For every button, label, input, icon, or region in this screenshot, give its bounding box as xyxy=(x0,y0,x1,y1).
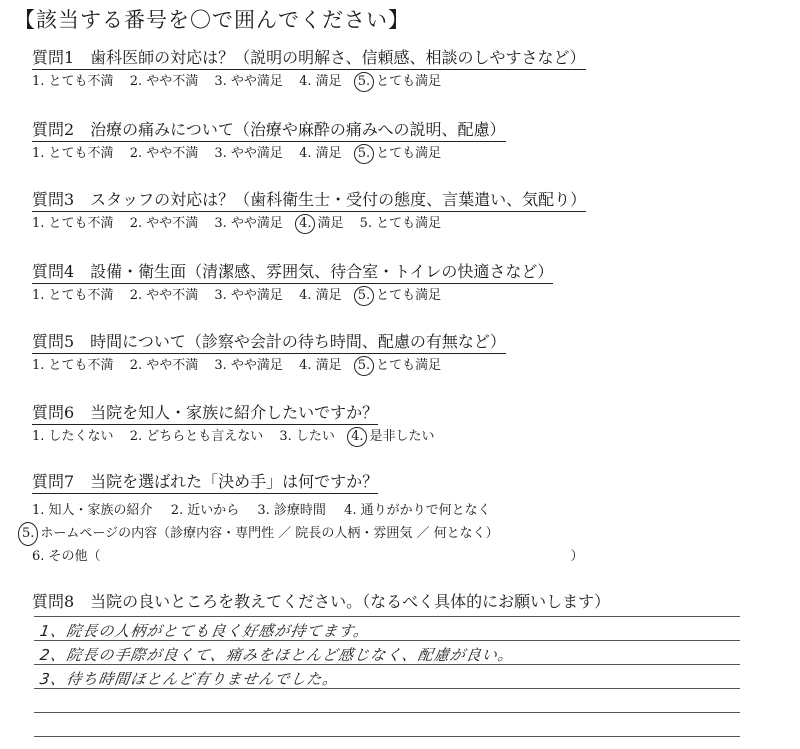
option-5-label: とても満足 xyxy=(376,146,442,161)
question-title: 質問4 設備・衛生面（清潔感、雰囲気、待合室・トイレの快適さなど） xyxy=(32,262,553,284)
answer-options xyxy=(32,427,446,447)
answer-options xyxy=(32,72,586,92)
option-1[interactable]: 1. とても不満 xyxy=(32,74,114,89)
option-1[interactable]: 1. したくない xyxy=(32,429,114,444)
question-1 xyxy=(32,48,586,92)
option-1[interactable]: 1. とても不満 xyxy=(32,358,114,373)
circled-option-5[interactable]: 5. xyxy=(354,72,374,92)
option-1[interactable]: 1. とても不満 xyxy=(32,288,114,303)
option-6-other[interactable]: 6. その他（ xyxy=(32,549,101,564)
option-5-label: とても満足 xyxy=(376,358,442,373)
option-4[interactable]: 4. 満足 xyxy=(299,146,342,161)
question-title: 質問8 当院の良いところを教えてください。（なるべく具体的にお願いします） xyxy=(32,592,611,611)
other-close-paren: ） xyxy=(570,549,584,564)
option-3[interactable]: 3. やや満足 xyxy=(214,216,283,231)
question-title: 質問6 当院を知人・家族に紹介したいですか？ xyxy=(32,403,378,425)
question-title: 質問2 治療の痛みについて（治療や麻酔の痛みへの説明、配慮） xyxy=(32,120,506,142)
circled-option-4[interactable]: 4. xyxy=(347,427,367,447)
option-4[interactable]: 4. 通りがかりで何となく xyxy=(344,503,491,518)
option-4[interactable]: 4. 満足 xyxy=(299,358,342,373)
option-2[interactable]: 2. やや不満 xyxy=(129,74,199,89)
option-1[interactable]: 1. とても不満 xyxy=(32,216,114,231)
question-title: 質問7 当院を選ばれた「決め手」は何ですか？ xyxy=(32,472,378,494)
answer-options xyxy=(32,214,586,234)
option-3[interactable]: 3. やや満足 xyxy=(214,146,283,161)
option-2[interactable]: 2. 近いから xyxy=(170,503,240,518)
circled-option-5[interactable]: 5. xyxy=(354,286,374,306)
option-3[interactable]: 3. やや満足 xyxy=(214,74,283,89)
answer-options xyxy=(32,144,506,164)
circled-option-5[interactable]: 5. xyxy=(354,356,374,376)
option-3[interactable]: 3. やや満足 xyxy=(214,288,283,303)
question-4 xyxy=(32,262,553,306)
option-5-label: とても満足 xyxy=(376,288,442,303)
question-5 xyxy=(32,332,506,376)
question-title: 質問3 スタッフの対応は？（歯科衛生士・受付の態度、言葉遣い、気配り） xyxy=(32,190,586,212)
circled-option-4[interactable]: 4. xyxy=(295,214,315,234)
q7-options-line-3 xyxy=(32,546,584,568)
question-title: 質問5 時間について（診察や会計の待ち時間、配慮の有無など） xyxy=(32,332,506,354)
option-2[interactable]: 2. やや不満 xyxy=(129,216,199,231)
option-2[interactable]: 2. やや不満 xyxy=(129,146,199,161)
question-title: 質問1 歯科医師の対応は？（説明の明解さ、信頼感、相談のしやすさなど） xyxy=(32,48,586,70)
option-3[interactable]: 3. やや満足 xyxy=(214,358,283,373)
answer-options xyxy=(32,286,553,306)
q7-options-line-2 xyxy=(22,522,584,546)
question-2 xyxy=(32,120,506,164)
answer-options xyxy=(32,356,506,376)
answer-rule-line xyxy=(34,616,740,617)
option-4-label: 是非したい xyxy=(369,429,435,444)
option-3[interactable]: 3. 診療時間 xyxy=(257,503,326,518)
question-7 xyxy=(22,472,584,568)
answer-rule-line xyxy=(34,736,740,737)
q7-options-line-1 xyxy=(32,500,584,522)
option-1[interactable]: 1. 知人・家族の紹介 xyxy=(32,503,153,518)
question-6 xyxy=(32,403,446,447)
page-title: 【該当する番号を〇で囲んでください】 xyxy=(14,8,410,32)
circled-option-5[interactable]: 5. xyxy=(18,522,38,546)
option-5-label: とても満足 xyxy=(376,74,442,89)
option-2[interactable]: 2. やや不満 xyxy=(129,288,199,303)
option-4[interactable]: 4. 満足 xyxy=(299,288,342,303)
option-5-label: ホームページの内容（診療内容・専門性 ／ 院長の人柄・雰囲気 ／ 何となく） xyxy=(40,526,499,541)
option-5[interactable]: 5. とても満足 xyxy=(359,216,442,231)
handwritten-answer-3: 3、待ち時間ほとんど有りませんでした。 xyxy=(38,670,340,688)
handwritten-answer-1: 1、院長の人柄がとても良く好感が持てます。 xyxy=(38,622,371,640)
option-1[interactable]: 1. とても不満 xyxy=(32,146,114,161)
question-8 xyxy=(32,592,610,613)
option-3[interactable]: 3. したい xyxy=(279,429,335,444)
answer-rule-line xyxy=(34,712,740,713)
handwritten-answer-2: 2、院長の手際が良くて、痛みをほとんど感じなく、配慮が良い。 xyxy=(38,646,516,664)
circled-option-5[interactable]: 5. xyxy=(354,144,374,164)
option-2[interactable]: 2. やや不満 xyxy=(129,358,199,373)
option-4-label: 満足 xyxy=(317,216,344,231)
question-3 xyxy=(32,190,586,234)
option-4[interactable]: 4. 満足 xyxy=(299,74,342,89)
option-2[interactable]: 2. どちらとも言えない xyxy=(129,429,264,444)
